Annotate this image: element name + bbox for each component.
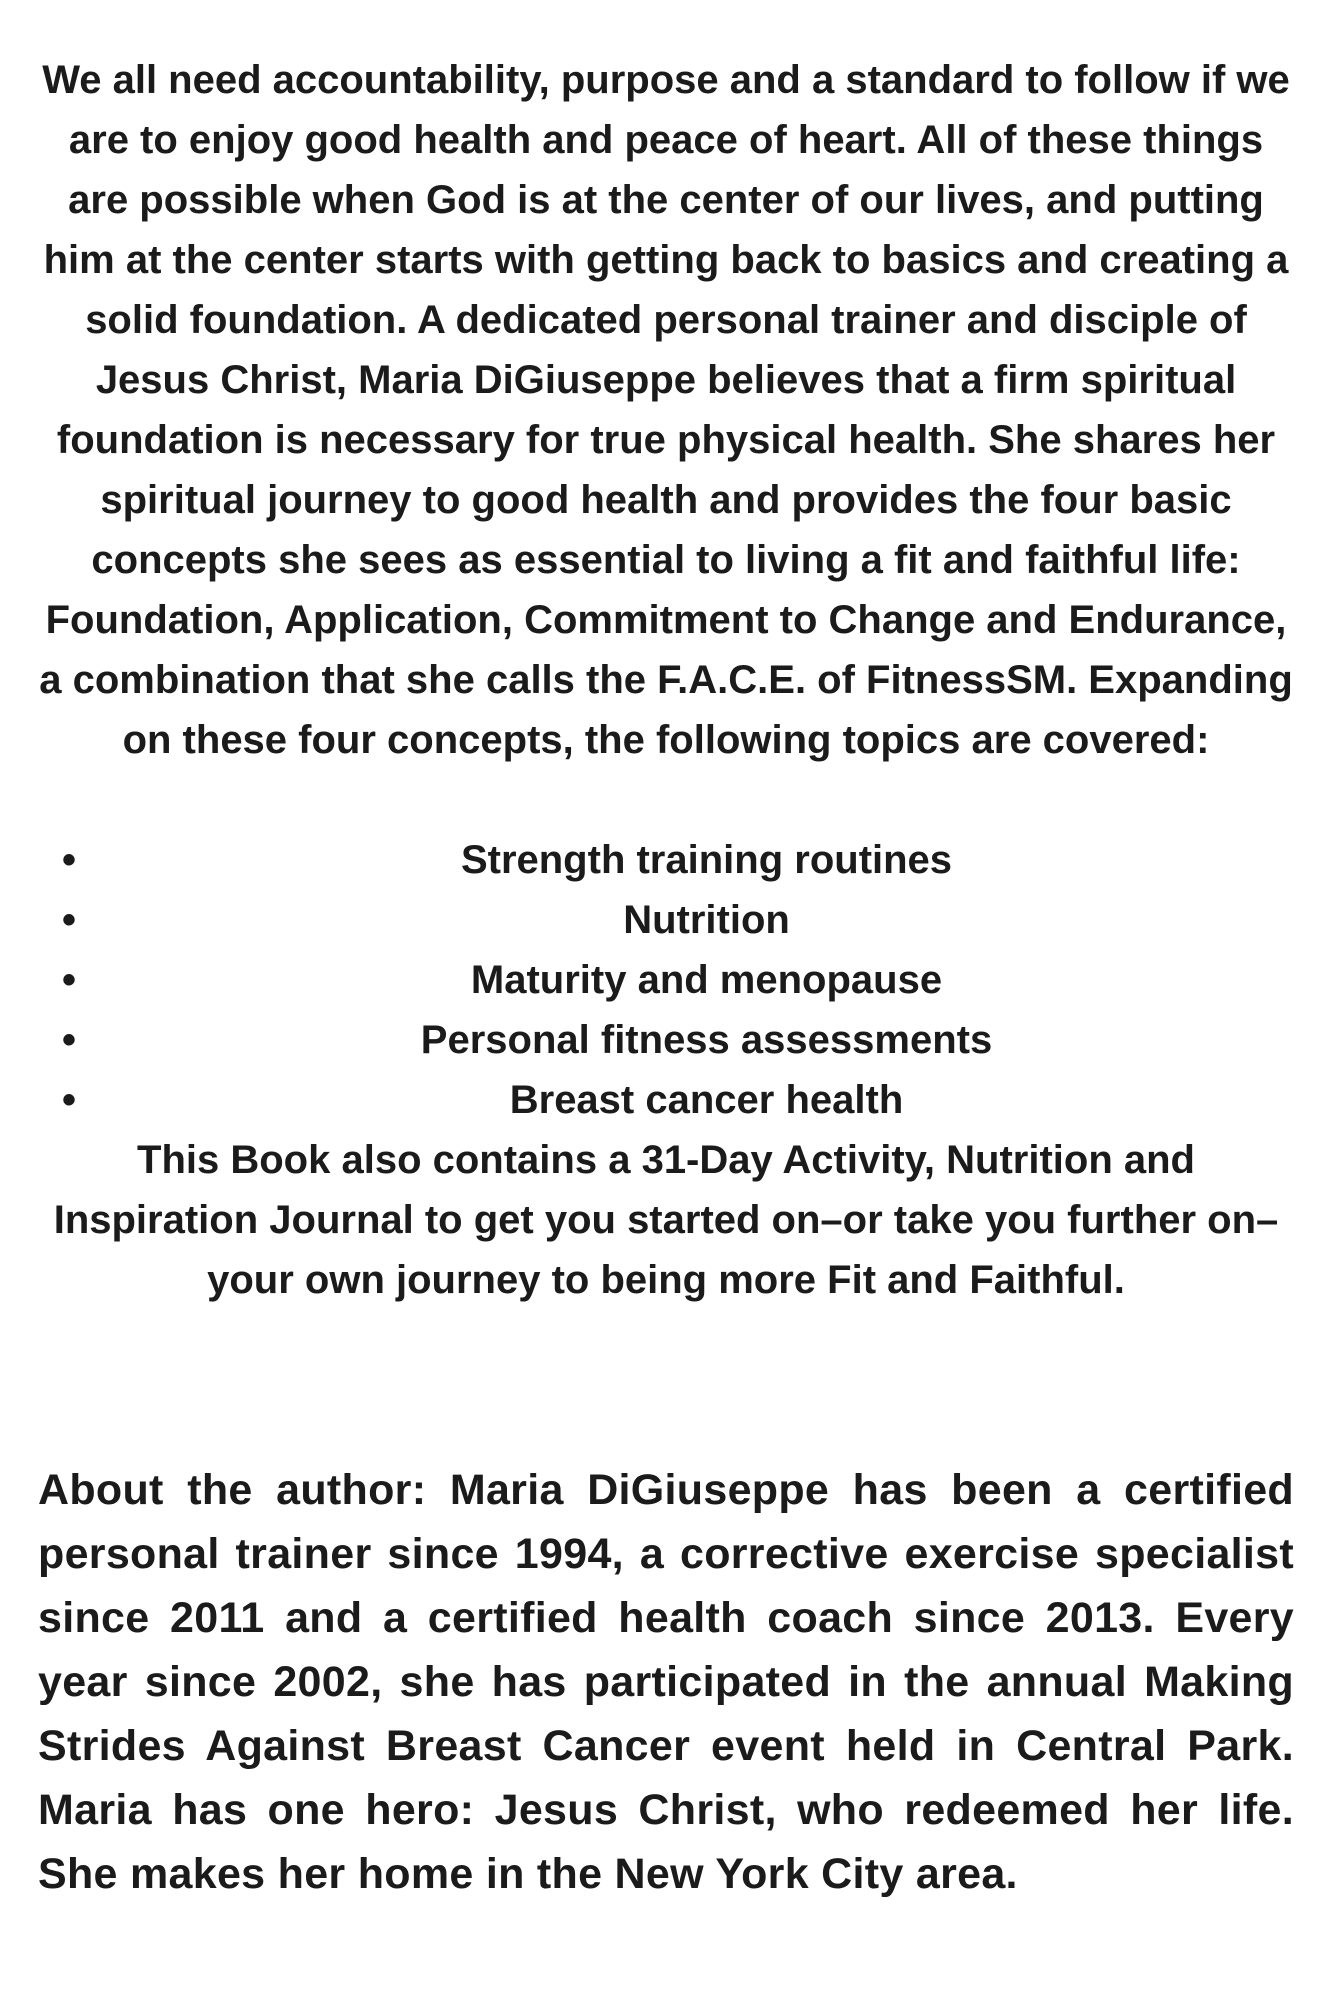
list-item [0,830,1333,890]
topic-label: Personal fitness assessments [420,1018,993,1062]
author-bio: About the author: Maria DiGiuseppe has been a certified personal trainer since 1994, a corrective exercise specialist since 2011 and a certified health coach since 2013. Every year since 2002, she has participated in the annual Making Strides Against Breast Cancer event held in Central Park. Maria has one hero: Jesus Christ, who redeemed her life. She makes her home in the New York City area. [38,1466,1294,1898]
bullet-icon: • [62,958,77,1002]
bullet-icon: • [62,1018,77,1062]
topic-label: Maturity and menopause [470,958,943,1002]
journal-note: This Book also contains a 31-Day Activity, Nutrition and Inspiration Journal to get you started on–or take you further on–your own journey to being more Fit and Faithful. [53,1138,1279,1302]
topic-label: Breast cancer health [509,1078,904,1122]
book-description: We all need accountability, purpose and a standard to follow if we are to enjoy good health and peace of heart. All of these things are possible when God is at the center of our lives, and putting him at the center starts with getting back to basics and creating a solid foundation. A dedicated personal trainer and disciple of Jesus Christ, Maria DiGiuseppe believes that a firm spiritual foundation is necessary for true physical health. She shares her spiritual journey to good health and provides the four basic concepts she sees as essential to living a fit and faithful life: Foundation, Application, Commitment to Change and Endurance, a combination that she calls the F.A.C.E. of FitnessSM. Expanding on these four concepts, the following topics are covered: [39,58,1293,762]
bullet-icon: • [62,898,77,942]
list-item [0,1070,1333,1130]
bullet-icon: • [62,1078,77,1122]
list-item [0,890,1333,950]
topics-list [0,830,1333,1130]
list-item [0,1010,1333,1070]
list-item [0,950,1333,1010]
topic-label: Strength training routines [460,838,953,882]
bullet-icon: • [62,838,77,882]
topic-label: Nutrition [623,898,790,942]
